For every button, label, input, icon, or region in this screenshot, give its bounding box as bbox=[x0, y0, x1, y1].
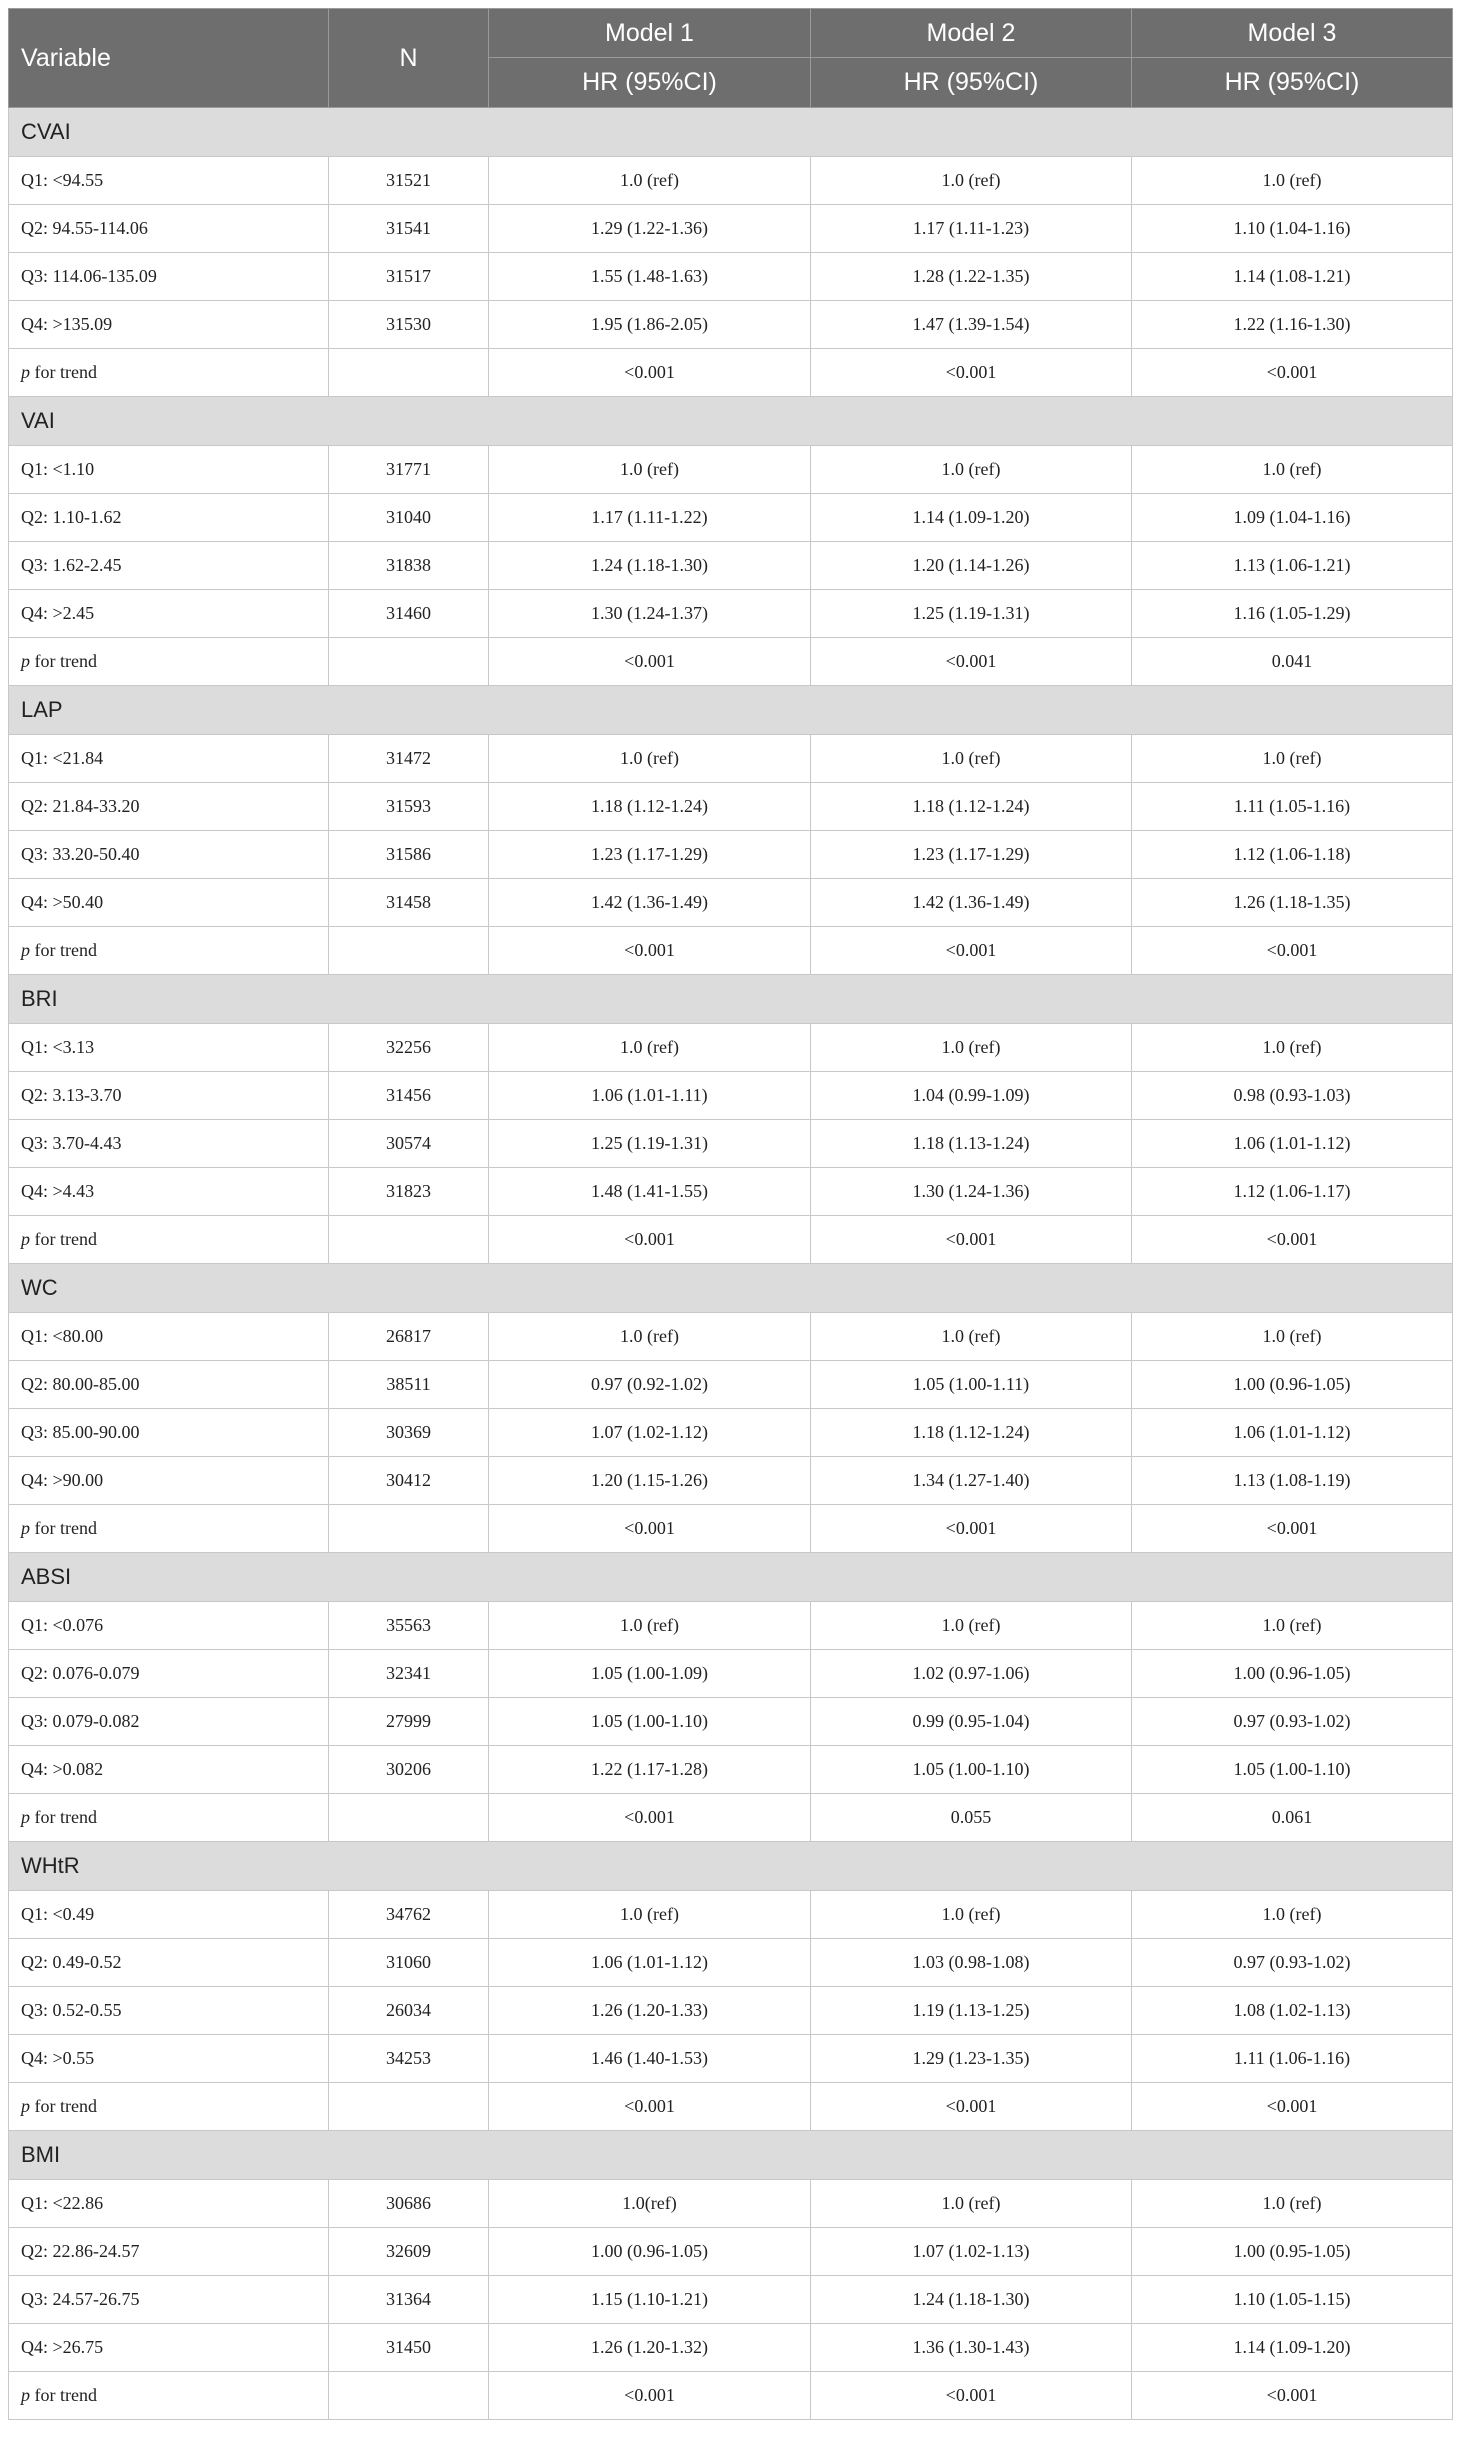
row-label: Q3: 0.079-0.082 bbox=[9, 1698, 329, 1746]
cell-model-1: 1.05 (1.00-1.09) bbox=[489, 1650, 811, 1698]
cell-model-3: <0.001 bbox=[1132, 349, 1453, 397]
table-row bbox=[9, 1505, 1453, 1553]
table-row bbox=[9, 349, 1453, 397]
cell-model-2: <0.001 bbox=[811, 1216, 1132, 1264]
cell-n: 31040 bbox=[329, 494, 489, 542]
table-row bbox=[9, 735, 1453, 783]
cell-model-3: 1.05 (1.00-1.10) bbox=[1132, 1746, 1453, 1794]
row-label: p for trend bbox=[9, 2083, 329, 2131]
cell-model-1: 1.05 (1.00-1.10) bbox=[489, 1698, 811, 1746]
cell-model-3: 1.00 (0.96-1.05) bbox=[1132, 1650, 1453, 1698]
cell-model-1: 1.25 (1.19-1.31) bbox=[489, 1120, 811, 1168]
cell-model-1: 1.0(ref) bbox=[489, 2180, 811, 2228]
table-row bbox=[9, 1361, 1453, 1409]
cell-model-3: 1.0 (ref) bbox=[1132, 2180, 1453, 2228]
cell-model-1: 1.42 (1.36-1.49) bbox=[489, 879, 811, 927]
subheader-model-3: HR (95%CI) bbox=[1132, 58, 1453, 108]
cell-n: 32256 bbox=[329, 1024, 489, 1072]
cell-model-1: 1.06 (1.01-1.12) bbox=[489, 1939, 811, 1987]
cell-n: 32609 bbox=[329, 2228, 489, 2276]
row-label: Q1: <0.49 bbox=[9, 1891, 329, 1939]
cell-model-2: 1.0 (ref) bbox=[811, 2180, 1132, 2228]
row-label: Q4: >26.75 bbox=[9, 2324, 329, 2372]
cell-model-3: 1.16 (1.05-1.29) bbox=[1132, 590, 1453, 638]
cell-model-1: 1.26 (1.20-1.33) bbox=[489, 1987, 811, 2035]
cell-model-3: 1.11 (1.05-1.16) bbox=[1132, 783, 1453, 831]
row-label: Q3: 24.57-26.75 bbox=[9, 2276, 329, 2324]
cell-n: 31593 bbox=[329, 783, 489, 831]
cell-model-1: 1.17 (1.11-1.22) bbox=[489, 494, 811, 542]
cell-model-3: 1.08 (1.02-1.13) bbox=[1132, 1987, 1453, 2035]
table-row bbox=[9, 1987, 1453, 2035]
row-label: Q2: 80.00-85.00 bbox=[9, 1361, 329, 1409]
table-row bbox=[9, 205, 1453, 253]
cell-model-1: 1.30 (1.24-1.37) bbox=[489, 590, 811, 638]
row-label: p for trend bbox=[9, 1505, 329, 1553]
cell-model-3: 0.97 (0.93-1.02) bbox=[1132, 1939, 1453, 1987]
header-model-3: Model 3 bbox=[1132, 9, 1453, 58]
group-label: BMI bbox=[9, 2131, 1453, 2180]
cell-model-1: 1.15 (1.10-1.21) bbox=[489, 2276, 811, 2324]
cell-model-3: 1.00 (0.96-1.05) bbox=[1132, 1361, 1453, 1409]
cell-n: 31586 bbox=[329, 831, 489, 879]
cell-model-1: 1.0 (ref) bbox=[489, 1602, 811, 1650]
cell-model-3: 1.0 (ref) bbox=[1132, 446, 1453, 494]
table-row bbox=[9, 2035, 1453, 2083]
table-row bbox=[9, 1602, 1453, 1650]
cell-model-1: 1.22 (1.17-1.28) bbox=[489, 1746, 811, 1794]
cell-model-2: 1.07 (1.02-1.13) bbox=[811, 2228, 1132, 2276]
cell-model-1: 1.0 (ref) bbox=[489, 157, 811, 205]
cell-model-3: <0.001 bbox=[1132, 1505, 1453, 1553]
cell-model-3: 1.0 (ref) bbox=[1132, 1602, 1453, 1650]
cell-model-1: <0.001 bbox=[489, 1505, 811, 1553]
cell-model-2: <0.001 bbox=[811, 349, 1132, 397]
cell-model-3: 1.22 (1.16-1.30) bbox=[1132, 301, 1453, 349]
row-label: Q3: 3.70-4.43 bbox=[9, 1120, 329, 1168]
cell-n: 31541 bbox=[329, 205, 489, 253]
row-label: Q2: 3.13-3.70 bbox=[9, 1072, 329, 1120]
row-label: Q1: <22.86 bbox=[9, 2180, 329, 2228]
row-label: Q4: >0.082 bbox=[9, 1746, 329, 1794]
cell-model-2: 1.0 (ref) bbox=[811, 1891, 1132, 1939]
cell-model-2: 1.24 (1.18-1.30) bbox=[811, 2276, 1132, 2324]
cell-model-2: <0.001 bbox=[811, 927, 1132, 975]
cell-n: 31450 bbox=[329, 2324, 489, 2372]
row-label: Q2: 22.86-24.57 bbox=[9, 2228, 329, 2276]
table-row bbox=[9, 542, 1453, 590]
subheader-model-1: HR (95%CI) bbox=[489, 58, 811, 108]
cell-n: 30412 bbox=[329, 1457, 489, 1505]
cell-model-1: 1.46 (1.40-1.53) bbox=[489, 2035, 811, 2083]
cell-n bbox=[329, 1505, 489, 1553]
cell-model-1: 1.0 (ref) bbox=[489, 1313, 811, 1361]
group-label: ABSI bbox=[9, 1553, 1453, 1602]
group-row-vai bbox=[9, 397, 1453, 446]
cell-n: 31823 bbox=[329, 1168, 489, 1216]
row-label: p for trend bbox=[9, 927, 329, 975]
cell-n: 31460 bbox=[329, 590, 489, 638]
table-row bbox=[9, 1891, 1453, 1939]
cell-n: 31364 bbox=[329, 2276, 489, 2324]
table-row bbox=[9, 157, 1453, 205]
group-label: WHtR bbox=[9, 1842, 1453, 1891]
cell-n: 34762 bbox=[329, 1891, 489, 1939]
header-n: N bbox=[329, 9, 489, 108]
table-row bbox=[9, 783, 1453, 831]
cell-model-2: 1.17 (1.11-1.23) bbox=[811, 205, 1132, 253]
row-label: Q3: 85.00-90.00 bbox=[9, 1409, 329, 1457]
cell-model-3: <0.001 bbox=[1132, 927, 1453, 975]
cell-model-2: <0.001 bbox=[811, 2083, 1132, 2131]
group-label: VAI bbox=[9, 397, 1453, 446]
cell-model-2: 1.19 (1.13-1.25) bbox=[811, 1987, 1132, 2035]
table-row bbox=[9, 831, 1453, 879]
cell-model-1: <0.001 bbox=[489, 927, 811, 975]
cell-n: 26034 bbox=[329, 1987, 489, 2035]
cell-model-2: 1.0 (ref) bbox=[811, 1024, 1132, 1072]
cell-model-2: 1.0 (ref) bbox=[811, 446, 1132, 494]
table-row bbox=[9, 1794, 1453, 1842]
cell-model-1: <0.001 bbox=[489, 638, 811, 686]
header-model-2: Model 2 bbox=[811, 9, 1132, 58]
group-row-cvai bbox=[9, 108, 1453, 157]
cell-model-2: <0.001 bbox=[811, 638, 1132, 686]
cell-model-2: 1.03 (0.98-1.08) bbox=[811, 1939, 1132, 1987]
cell-model-3: 1.00 (0.95-1.05) bbox=[1132, 2228, 1453, 2276]
cell-model-3: 1.0 (ref) bbox=[1132, 157, 1453, 205]
cell-model-2: 1.28 (1.22-1.35) bbox=[811, 253, 1132, 301]
cell-model-2: 1.36 (1.30-1.43) bbox=[811, 2324, 1132, 2372]
row-label: Q2: 0.49-0.52 bbox=[9, 1939, 329, 1987]
cell-model-3: 0.98 (0.93-1.03) bbox=[1132, 1072, 1453, 1120]
row-label: Q1: <94.55 bbox=[9, 157, 329, 205]
cell-n: 34253 bbox=[329, 2035, 489, 2083]
cell-model-3: 1.0 (ref) bbox=[1132, 1024, 1453, 1072]
cell-model-2: 1.25 (1.19-1.31) bbox=[811, 590, 1132, 638]
cell-model-3: 0.061 bbox=[1132, 1794, 1453, 1842]
cell-n bbox=[329, 1794, 489, 1842]
cell-n: 31458 bbox=[329, 879, 489, 927]
cell-n bbox=[329, 927, 489, 975]
cell-model-3: 1.0 (ref) bbox=[1132, 735, 1453, 783]
cell-n: 38511 bbox=[329, 1361, 489, 1409]
cell-model-1: 1.00 (0.96-1.05) bbox=[489, 2228, 811, 2276]
table-row bbox=[9, 446, 1453, 494]
cell-model-2: 1.18 (1.12-1.24) bbox=[811, 1409, 1132, 1457]
table-header bbox=[9, 9, 1453, 108]
cell-model-2: 1.0 (ref) bbox=[811, 1602, 1132, 1650]
table-row bbox=[9, 879, 1453, 927]
hazard-ratio-table bbox=[8, 8, 1453, 2420]
hr-table-container bbox=[8, 8, 1452, 2420]
cell-model-3: 1.06 (1.01-1.12) bbox=[1132, 1120, 1453, 1168]
cell-model-1: 1.95 (1.86-2.05) bbox=[489, 301, 811, 349]
header-variable: Variable bbox=[9, 9, 329, 108]
cell-model-2: 1.02 (0.97-1.06) bbox=[811, 1650, 1132, 1698]
cell-model-3: 1.11 (1.06-1.16) bbox=[1132, 2035, 1453, 2083]
group-label: BRI bbox=[9, 975, 1453, 1024]
cell-model-2: 1.23 (1.17-1.29) bbox=[811, 831, 1132, 879]
group-label: CVAI bbox=[9, 108, 1453, 157]
cell-model-3: 1.14 (1.09-1.20) bbox=[1132, 2324, 1453, 2372]
row-label: p for trend bbox=[9, 2372, 329, 2420]
row-label: p for trend bbox=[9, 349, 329, 397]
cell-model-2: 1.04 (0.99-1.09) bbox=[811, 1072, 1132, 1120]
group-row-whtr bbox=[9, 1842, 1453, 1891]
cell-model-1: 0.97 (0.92-1.02) bbox=[489, 1361, 811, 1409]
cell-model-2: 1.18 (1.13-1.24) bbox=[811, 1120, 1132, 1168]
table-row bbox=[9, 1024, 1453, 1072]
cell-n bbox=[329, 2372, 489, 2420]
cell-model-3: 1.0 (ref) bbox=[1132, 1313, 1453, 1361]
cell-model-2: 0.99 (0.95-1.04) bbox=[811, 1698, 1132, 1746]
table-row bbox=[9, 1409, 1453, 1457]
table-body bbox=[9, 108, 1453, 2420]
table-row bbox=[9, 2324, 1453, 2372]
table-row bbox=[9, 1746, 1453, 1794]
table-row bbox=[9, 301, 1453, 349]
row-label: Q3: 1.62-2.45 bbox=[9, 542, 329, 590]
cell-model-3: 1.06 (1.01-1.12) bbox=[1132, 1409, 1453, 1457]
cell-n: 32341 bbox=[329, 1650, 489, 1698]
cell-n bbox=[329, 2083, 489, 2131]
row-label: Q2: 21.84-33.20 bbox=[9, 783, 329, 831]
subheader-model-2: HR (95%CI) bbox=[811, 58, 1132, 108]
cell-model-2: 1.14 (1.09-1.20) bbox=[811, 494, 1132, 542]
cell-model-1: <0.001 bbox=[489, 1794, 811, 1842]
row-label: Q1: <80.00 bbox=[9, 1313, 329, 1361]
cell-model-1: 1.0 (ref) bbox=[489, 735, 811, 783]
row-label: Q1: <3.13 bbox=[9, 1024, 329, 1072]
table-row bbox=[9, 1168, 1453, 1216]
group-label: WC bbox=[9, 1264, 1453, 1313]
cell-n: 31060 bbox=[329, 1939, 489, 1987]
group-row-wc bbox=[9, 1264, 1453, 1313]
table-row bbox=[9, 927, 1453, 975]
cell-model-1: 1.0 (ref) bbox=[489, 1891, 811, 1939]
cell-model-2: 1.42 (1.36-1.49) bbox=[811, 879, 1132, 927]
cell-model-2: 0.055 bbox=[811, 1794, 1132, 1842]
cell-model-1: 1.06 (1.01-1.11) bbox=[489, 1072, 811, 1120]
table-row bbox=[9, 1698, 1453, 1746]
cell-model-2: <0.001 bbox=[811, 2372, 1132, 2420]
cell-n: 31521 bbox=[329, 157, 489, 205]
cell-model-3: 1.14 (1.08-1.21) bbox=[1132, 253, 1453, 301]
cell-n: 30686 bbox=[329, 2180, 489, 2228]
group-row-absi bbox=[9, 1553, 1453, 1602]
cell-model-3: 1.13 (1.06-1.21) bbox=[1132, 542, 1453, 590]
cell-model-3: 1.10 (1.05-1.15) bbox=[1132, 2276, 1453, 2324]
group-row-bri bbox=[9, 975, 1453, 1024]
row-label: Q4: >4.43 bbox=[9, 1168, 329, 1216]
cell-model-2: 1.29 (1.23-1.35) bbox=[811, 2035, 1132, 2083]
table-row bbox=[9, 1457, 1453, 1505]
table-row bbox=[9, 2228, 1453, 2276]
table-row bbox=[9, 1650, 1453, 1698]
cell-model-2: 1.47 (1.39-1.54) bbox=[811, 301, 1132, 349]
cell-n: 31456 bbox=[329, 1072, 489, 1120]
cell-n: 30206 bbox=[329, 1746, 489, 1794]
cell-model-2: 1.18 (1.12-1.24) bbox=[811, 783, 1132, 831]
cell-model-3: 1.10 (1.04-1.16) bbox=[1132, 205, 1453, 253]
cell-model-1: 1.0 (ref) bbox=[489, 446, 811, 494]
row-label: Q3: 0.52-0.55 bbox=[9, 1987, 329, 2035]
cell-n bbox=[329, 638, 489, 686]
cell-model-1: 1.55 (1.48-1.63) bbox=[489, 253, 811, 301]
row-label: Q3: 33.20-50.40 bbox=[9, 831, 329, 879]
cell-model-1: <0.001 bbox=[489, 349, 811, 397]
cell-n: 30369 bbox=[329, 1409, 489, 1457]
table-row bbox=[9, 590, 1453, 638]
cell-model-1: 1.24 (1.18-1.30) bbox=[489, 542, 811, 590]
header-model-1: Model 1 bbox=[489, 9, 811, 58]
cell-n: 31472 bbox=[329, 735, 489, 783]
cell-n: 31771 bbox=[329, 446, 489, 494]
cell-n: 31530 bbox=[329, 301, 489, 349]
cell-model-2: 1.05 (1.00-1.11) bbox=[811, 1361, 1132, 1409]
row-label: Q1: <0.076 bbox=[9, 1602, 329, 1650]
table-row bbox=[9, 1939, 1453, 1987]
group-row-lap bbox=[9, 686, 1453, 735]
cell-model-1: <0.001 bbox=[489, 2083, 811, 2131]
cell-model-2: 1.34 (1.27-1.40) bbox=[811, 1457, 1132, 1505]
table-row bbox=[9, 1216, 1453, 1264]
row-label: Q4: >0.55 bbox=[9, 2035, 329, 2083]
row-label: Q4: >2.45 bbox=[9, 590, 329, 638]
cell-model-2: 1.0 (ref) bbox=[811, 1313, 1132, 1361]
table-row bbox=[9, 638, 1453, 686]
table-row bbox=[9, 1313, 1453, 1361]
cell-model-2: 1.05 (1.00-1.10) bbox=[811, 1746, 1132, 1794]
cell-model-1: 1.29 (1.22-1.36) bbox=[489, 205, 811, 253]
cell-n: 26817 bbox=[329, 1313, 489, 1361]
cell-model-1: 1.26 (1.20-1.32) bbox=[489, 2324, 811, 2372]
cell-model-3: 1.26 (1.18-1.35) bbox=[1132, 879, 1453, 927]
row-label: Q2: 94.55-114.06 bbox=[9, 205, 329, 253]
cell-model-3: 1.12 (1.06-1.17) bbox=[1132, 1168, 1453, 1216]
row-label: Q4: >135.09 bbox=[9, 301, 329, 349]
cell-model-3: <0.001 bbox=[1132, 2083, 1453, 2131]
row-label: Q2: 0.076-0.079 bbox=[9, 1650, 329, 1698]
cell-model-3: 1.12 (1.06-1.18) bbox=[1132, 831, 1453, 879]
cell-model-2: 1.0 (ref) bbox=[811, 735, 1132, 783]
cell-model-3: <0.001 bbox=[1132, 1216, 1453, 1264]
cell-n: 31517 bbox=[329, 253, 489, 301]
cell-model-1: <0.001 bbox=[489, 1216, 811, 1264]
table-row bbox=[9, 2083, 1453, 2131]
cell-model-2: <0.001 bbox=[811, 1505, 1132, 1553]
table-row bbox=[9, 2276, 1453, 2324]
cell-model-1: 1.0 (ref) bbox=[489, 1024, 811, 1072]
row-label: Q3: 114.06-135.09 bbox=[9, 253, 329, 301]
cell-model-1: 1.07 (1.02-1.12) bbox=[489, 1409, 811, 1457]
row-label: Q4: >50.40 bbox=[9, 879, 329, 927]
cell-n: 30574 bbox=[329, 1120, 489, 1168]
cell-model-1: 1.18 (1.12-1.24) bbox=[489, 783, 811, 831]
row-label: Q1: <21.84 bbox=[9, 735, 329, 783]
cell-n: 35563 bbox=[329, 1602, 489, 1650]
table-row bbox=[9, 2180, 1453, 2228]
row-label: Q4: >90.00 bbox=[9, 1457, 329, 1505]
cell-n bbox=[329, 349, 489, 397]
cell-model-2: 1.20 (1.14-1.26) bbox=[811, 542, 1132, 590]
cell-model-3: 1.0 (ref) bbox=[1132, 1891, 1453, 1939]
cell-n: 31838 bbox=[329, 542, 489, 590]
cell-model-2: 1.30 (1.24-1.36) bbox=[811, 1168, 1132, 1216]
cell-model-1: 1.20 (1.15-1.26) bbox=[489, 1457, 811, 1505]
group-row-bmi bbox=[9, 2131, 1453, 2180]
cell-model-3: 1.09 (1.04-1.16) bbox=[1132, 494, 1453, 542]
group-label: LAP bbox=[9, 686, 1453, 735]
cell-model-1: 1.48 (1.41-1.55) bbox=[489, 1168, 811, 1216]
cell-model-3: 0.97 (0.93-1.02) bbox=[1132, 1698, 1453, 1746]
row-label: Q1: <1.10 bbox=[9, 446, 329, 494]
cell-model-1: 1.23 (1.17-1.29) bbox=[489, 831, 811, 879]
row-label: p for trend bbox=[9, 1216, 329, 1264]
row-label: Q2: 1.10-1.62 bbox=[9, 494, 329, 542]
row-label: p for trend bbox=[9, 1794, 329, 1842]
cell-model-3: 0.041 bbox=[1132, 638, 1453, 686]
table-row bbox=[9, 494, 1453, 542]
table-row bbox=[9, 253, 1453, 301]
cell-model-3: 1.13 (1.08-1.19) bbox=[1132, 1457, 1453, 1505]
cell-n: 27999 bbox=[329, 1698, 489, 1746]
cell-model-1: <0.001 bbox=[489, 2372, 811, 2420]
table-row bbox=[9, 1120, 1453, 1168]
table-row bbox=[9, 1072, 1453, 1120]
cell-model-2: 1.0 (ref) bbox=[811, 157, 1132, 205]
cell-model-3: <0.001 bbox=[1132, 2372, 1453, 2420]
row-label: p for trend bbox=[9, 638, 329, 686]
cell-n bbox=[329, 1216, 489, 1264]
table-row bbox=[9, 2372, 1453, 2420]
